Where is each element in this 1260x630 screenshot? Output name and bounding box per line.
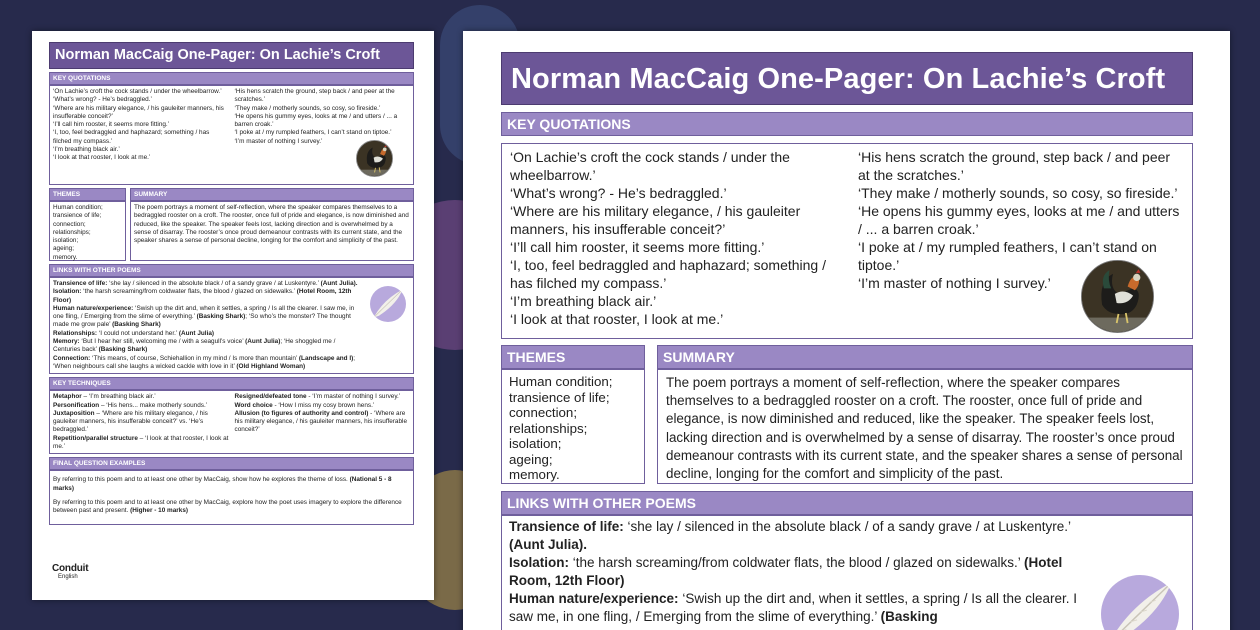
final-questions-heading: FINAL QUESTION EXAMPLES — [49, 457, 414, 470]
quote: ‘I’ll call him rooster, it seems more fitting.’ — [510, 239, 765, 255]
logo-sub: English — [58, 574, 78, 580]
quote: ‘His hens scratch the ground, step back / and peer at the scratches.’ — [858, 149, 1171, 183]
link-item: Human nature/experience: ‘Swish up the dirt and, when it settles, a spring / Is all the clearer. I saw me, in one fling, / Emerging from the slime of everything.’ (Basking Shark); ‘So who’s the monster? The thought made me grow pale’ (Basking Shark) — [53, 304, 355, 329]
one-pager-thumbnail — [32, 31, 434, 600]
links-box — [49, 277, 414, 374]
theme: Human condition; — [509, 374, 613, 389]
quotes-left-column — [510, 148, 858, 328]
summary-text: The poem portrays a moment of self-reflection, where the speaker compares themselves to a bedraggled rooster on a croft. The rooster, once full of pride and elegance, is now diminished and reduced, like the speaker. The speaker feels lost, lacking direction and is overwhelmed by a sense of disarray. The rooster’s once proud demeanour contrasts with its current state, and the speaker shares a sense of personal decline, longing for the comfort and simplicity of the past. — [134, 204, 409, 245]
technique: Word choice - ‘How I miss my cosy brown hens.’ — [234, 401, 375, 409]
technique: Juxtaposition – ‘Where are his military elegance, / his gauleiter manners, his insufferable conceit?’ vs. ‘He’s bedraggled.’ — [53, 409, 208, 434]
logo-brand: Conduit — [52, 563, 89, 574]
page-title: Norman MacCaig One-Pager: On Lachie’s Croft — [49, 42, 414, 69]
link-item: Transience of life: ‘she lay / silenced in the absolute black / of a sandy grave / at Luskentyre.’ (Aunt Julia). — [509, 519, 1071, 552]
quote: ‘He opens his gummy eyes, looks at me / and utters / ... a barren croak.’ — [858, 203, 1180, 237]
theme: memory. — [509, 467, 560, 482]
quotes-left-column — [53, 88, 235, 163]
summary-box — [657, 369, 1193, 484]
themes-heading: THEMES — [49, 188, 126, 201]
final-questions-box — [49, 470, 414, 524]
technique: Resigned/defeated tone - ‘I’m master of nothing I survey.’ — [234, 393, 401, 401]
quote: ‘I, too, feel bedraggled and haphazard; something / has filched my compass.’ — [53, 129, 210, 145]
quote: ‘I’m breathing black air.’ — [510, 293, 657, 309]
theme: connection; — [53, 220, 86, 228]
links-box — [501, 515, 1193, 630]
page-title: Norman MacCaig One-Pager: On Lachie’s Croft — [501, 52, 1193, 105]
link-item: Memory: ‘But I hear her still, welcoming me / with a seagull’s voice’ (Aunt Julia); ‘He shoggled me / Centuries back’ (Basking Shark) — [53, 338, 336, 354]
quote: ‘He opens his gummy eyes, looks at me / and utters / ... a barren croak.’ — [234, 112, 398, 129]
one-pager-zoomed — [463, 31, 1230, 630]
key-techniques-heading: KEY TECHNIQUES — [49, 377, 414, 390]
themes-box — [49, 201, 126, 261]
quote: ‘On Lachie’s croft the cock stands / under the wheelbarrow.’ — [510, 149, 790, 183]
theme: ageing; — [509, 451, 553, 467]
theme: Human condition; — [53, 204, 103, 211]
link-item: Relationships: ‘I could not understand her.’ (Aunt Julia) — [53, 329, 215, 337]
rooster-image — [1081, 260, 1154, 333]
quote: ‘Where are his military elegance, / his gauleiter manners, his insufferable conceit?’ — [53, 104, 224, 120]
final-question: By referring to this poem and to at least one other by MacCaig, show how he explores the theme of loss. (National 5 - 8 marks) — [53, 476, 392, 492]
links-heading: LINKS WITH OTHER POEMS — [501, 491, 1193, 515]
theme: isolation; — [53, 237, 79, 245]
technique: Metaphor – ‘I’m breathing black air.’ — [53, 393, 156, 401]
quote: ‘They make / motherly sounds, so cosy, so fireside.’ — [858, 185, 1178, 201]
theme: connection; — [509, 405, 578, 420]
summary-heading: SUMMARY — [130, 188, 414, 201]
link-item: Transience of life: ‘she lay / silenced in the absolute black / of a sandy grave / at Luskentyre.’ (Aunt Julia). — [53, 280, 358, 287]
quote: ‘I’ll call him rooster, it seems more fitting.’ — [53, 121, 170, 129]
theme: relationships; — [53, 228, 91, 236]
key-quotations-box — [49, 85, 414, 185]
quote: ‘I poke at / my rumpled feathers, I can’t stand on tiptoe.’ — [858, 239, 1157, 273]
summary-text: The poem portrays a moment of self-reflection, where the speaker compares themselves to a bedraggled rooster on a croft. The rooster, once full of pride and elegance, is now diminished and reduced, like the speaker. The speaker feels lost, lacking direction and is overwhelmed by a sense of disarray. The rooster’s once proud demeanour contrasts with its current state, and the speaker shares a sense of personal decline, longing for the comfort and simplicity of the past. — [666, 375, 1183, 482]
technique: Allusion (to figures of authority and control) - ‘Where are his military elegance, / his gauleiter manners, his insufferable conceit?’ — [234, 409, 408, 434]
key-quotations-heading: KEY QUOTATIONS — [501, 112, 1193, 136]
link-item: Isolation: ‘the harsh screaming/from coldwater flats, the blood / glazed on sidewalks.’ (Hotel Room, 12th Floor) — [53, 288, 352, 304]
quote: ‘His hens scratch the ground, step back / and peer at the scratches.’ — [234, 88, 395, 104]
quote: ‘I look at that rooster, I look at me.’ — [53, 154, 151, 162]
quote: ‘I’m master of nothing I survey.’ — [858, 275, 1051, 291]
quote: ‘I, too, feel bedraggled and haphazard; something / has filched my compass.’ — [510, 257, 826, 291]
final-question: By referring to this poem and to at least one other by MacCaig, explore how the poet uses imagery to explore the difference between past and present. (Higher - 10 marks) — [53, 498, 402, 515]
techniques-left-column — [53, 393, 235, 451]
summary-box — [130, 201, 414, 261]
rooster-image — [356, 140, 393, 177]
quote: ‘What’s wrong? - He’s bedraggled.’ — [510, 185, 727, 201]
feather-image — [370, 286, 406, 322]
conduit-logo — [52, 563, 88, 580]
themes-heading: THEMES — [501, 345, 645, 369]
quote: ‘On Lachie’s croft the cock stands / under the wheelbarrow.’ — [53, 88, 222, 95]
quote: ‘I’m breathing black air.’ — [53, 146, 120, 154]
quote: ‘What’s wrong? - He’s bedraggled.’ — [53, 96, 152, 104]
theme: transience of life; — [509, 389, 610, 405]
key-techniques-box — [49, 390, 414, 454]
link-item: Human nature/experience: ‘Swish up the dirt and, when it settles, a spring / Is all the clearer. I saw me, in one fling, / Emerging from the slime of everything.’ (Basking — [509, 591, 1078, 624]
key-quotations-heading: KEY QUOTATIONS — [49, 72, 414, 85]
quote: ‘I poke at / my rumpled feathers, I can’t stand on tiptoe.’ — [234, 129, 392, 137]
quote: ‘I’m master of nothing I survey.’ — [234, 137, 323, 145]
theme: ageing; — [53, 245, 74, 253]
theme: isolation; — [509, 436, 562, 451]
links-heading: LINKS WITH OTHER POEMS — [49, 264, 414, 277]
theme: relationships; — [509, 420, 588, 436]
quote: ‘I look at that rooster, I look at me.’ — [510, 311, 724, 327]
theme: transience of life; — [53, 212, 102, 220]
themes-box — [501, 369, 645, 484]
quote: ‘Where are his military elegance, / his gauleiter manners, his insufferable conceit?’ — [510, 203, 801, 237]
link-item: Isolation: ‘the harsh screaming/from coldwater flats, the blood / glazed on sidewalks.’ (Hotel Room, 12th Floor) — [509, 555, 1063, 588]
quote: ‘They make / motherly sounds, so cosy, so fireside.’ — [234, 104, 381, 112]
technique: Repetition/parallel structure – ‘I look at that rooster, I look at me.’ — [53, 434, 229, 451]
link-item: Connection: ‘This means, of course, Schiehallion in my mind / Is more than mountain’ (Landscape and I); ‘When neighbours call she laughs a wicked cackle with love in it’ (Old Highland Woman) — [53, 354, 356, 370]
theme: memory. — [53, 253, 78, 261]
key-quotations-box — [501, 143, 1193, 339]
techniques-right-column — [235, 393, 411, 451]
technique: Personification – ‘His hens... make motherly sounds.’ — [53, 401, 208, 409]
summary-heading: SUMMARY — [657, 345, 1193, 369]
